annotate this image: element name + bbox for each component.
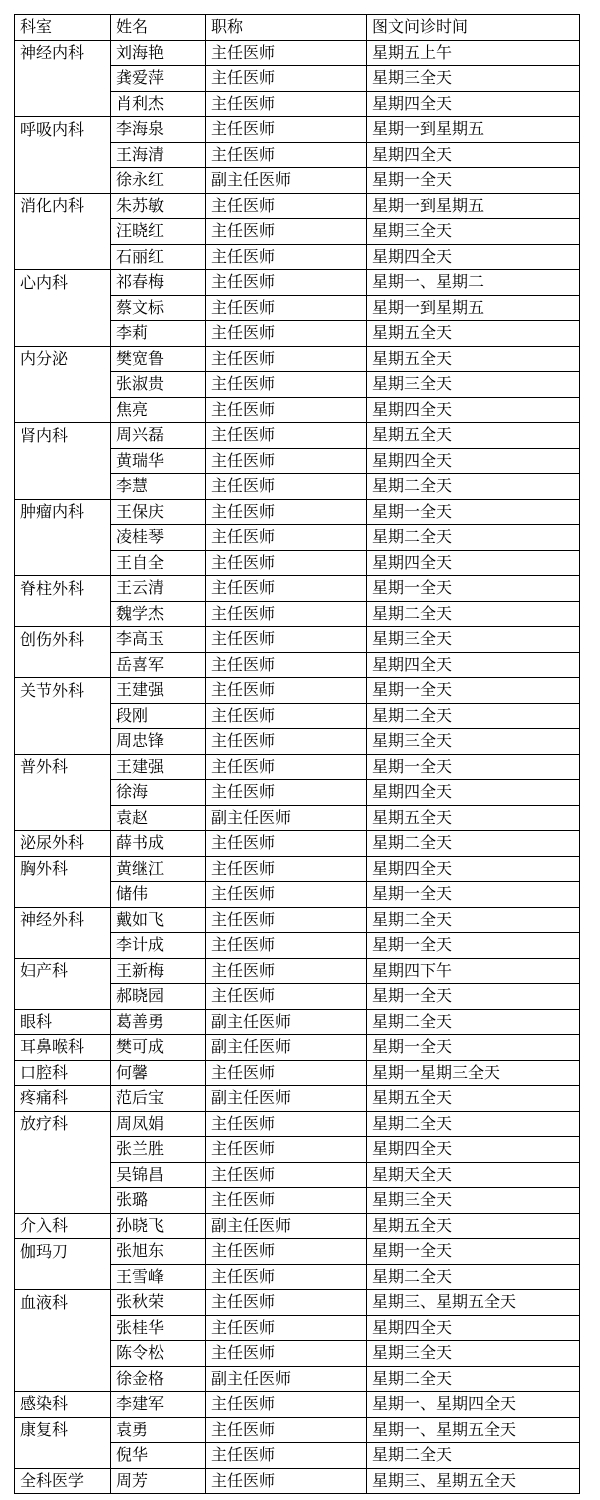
doctor-name-cell: 石丽红 (111, 244, 206, 270)
title-cell: 主任医师 (206, 754, 367, 780)
doctor-name-cell: 刘海艳 (111, 40, 206, 66)
title-cell: 主任医师 (206, 448, 367, 474)
title-cell: 主任医师 (206, 474, 367, 500)
consult-time-cell: 星期四全天 (367, 397, 580, 423)
table-row (15, 1341, 580, 1367)
title-cell: 主任医师 (206, 882, 367, 908)
table-row (15, 117, 580, 143)
table-row (15, 40, 580, 66)
consult-time-cell: 星期二全天 (367, 831, 580, 857)
consult-time-cell: 星期五全天 (367, 321, 580, 347)
consult-time-cell: 星期一全天 (367, 678, 580, 704)
doctor-name-cell: 徐海 (111, 780, 206, 806)
department-cell (15, 1443, 111, 1469)
table-row (15, 1264, 580, 1290)
department-cell (15, 882, 111, 908)
doctor-name-cell: 龚爱萍 (111, 66, 206, 92)
consult-time-cell: 星期二全天 (367, 1111, 580, 1137)
doctor-name-cell: 朱苏敏 (111, 193, 206, 219)
schedule-table (14, 14, 580, 1494)
department-cell (15, 780, 111, 806)
consult-time-cell: 星期三、星期五全天 (367, 1290, 580, 1316)
department-cell (15, 729, 111, 755)
department-cell: 神经外科 (15, 907, 111, 933)
consult-time-cell: 星期一全天 (367, 1035, 580, 1061)
doctor-name-cell: 王雪峰 (111, 1264, 206, 1290)
doctor-name-cell: 李莉 (111, 321, 206, 347)
consult-time-cell: 星期一到星期五 (367, 295, 580, 321)
doctor-name-cell: 王自全 (111, 550, 206, 576)
title-cell: 主任医师 (206, 525, 367, 551)
department-cell: 疼痛科 (15, 1086, 111, 1112)
doctor-name-cell: 陈令松 (111, 1341, 206, 1367)
department-cell: 肿瘤内科 (15, 499, 111, 525)
doctor-name-cell: 李慧 (111, 474, 206, 500)
doctor-name-cell: 黄继江 (111, 856, 206, 882)
table-row (15, 321, 580, 347)
consult-time-cell: 星期三全天 (367, 1341, 580, 1367)
department-cell (15, 168, 111, 194)
consult-time-cell: 星期一、星期二 (367, 270, 580, 296)
consult-time-cell: 星期五全天 (367, 1213, 580, 1239)
table-row (15, 729, 580, 755)
title-cell: 主任医师 (206, 1188, 367, 1214)
table-row (15, 754, 580, 780)
consult-time-cell: 星期三全天 (367, 627, 580, 653)
department-cell: 脊柱外科 (15, 576, 111, 602)
consult-time-cell: 星期二全天 (367, 601, 580, 627)
table-row (15, 91, 580, 117)
doctor-name-cell: 戴如飞 (111, 907, 206, 933)
department-cell (15, 525, 111, 551)
department-cell: 内分泌 (15, 346, 111, 372)
consult-time-cell: 星期一、星期五全天 (367, 1417, 580, 1443)
title-cell: 主任医师 (206, 270, 367, 296)
doctor-name-cell: 凌桂琴 (111, 525, 206, 551)
department-cell (15, 295, 111, 321)
table-row (15, 831, 580, 857)
table-row (15, 1290, 580, 1316)
consult-time-cell: 星期一全天 (367, 576, 580, 602)
doctor-name-cell: 薛书成 (111, 831, 206, 857)
table-row (15, 525, 580, 551)
title-cell: 主任医师 (206, 40, 367, 66)
table-row (15, 627, 580, 653)
doctor-name-cell: 李计成 (111, 933, 206, 959)
header-department: 科室 (15, 15, 111, 41)
title-cell: 主任医师 (206, 1239, 367, 1265)
table-row (15, 474, 580, 500)
title-cell: 主任医师 (206, 576, 367, 602)
consult-time-cell: 星期一星期三全天 (367, 1060, 580, 1086)
table-row (15, 244, 580, 270)
table-row (15, 805, 580, 831)
table-row (15, 346, 580, 372)
table-row (15, 984, 580, 1010)
title-cell: 主任医师 (206, 423, 367, 449)
department-cell: 妇产科 (15, 958, 111, 984)
consult-time-cell: 星期二全天 (367, 703, 580, 729)
department-cell (15, 66, 111, 92)
table-row (15, 1035, 580, 1061)
consult-time-cell: 星期五上午 (367, 40, 580, 66)
department-cell (15, 933, 111, 959)
department-cell: 呼吸内科 (15, 117, 111, 143)
table-row (15, 499, 580, 525)
header-title: 职称 (206, 15, 367, 41)
table-row (15, 1213, 580, 1239)
table-row (15, 856, 580, 882)
consult-time-cell: 星期四全天 (367, 91, 580, 117)
table-row (15, 66, 580, 92)
table-row (15, 1239, 580, 1265)
table-row (15, 1060, 580, 1086)
doctor-name-cell: 王建强 (111, 754, 206, 780)
department-cell (15, 805, 111, 831)
table-row (15, 958, 580, 984)
consult-time-cell: 星期二全天 (367, 1009, 580, 1035)
title-cell: 副主任医师 (206, 1086, 367, 1112)
doctor-name-cell: 徐金格 (111, 1366, 206, 1392)
doctor-name-cell: 汪晓红 (111, 219, 206, 245)
department-cell (15, 652, 111, 678)
department-cell: 介入科 (15, 1213, 111, 1239)
doctor-name-cell: 樊宽鲁 (111, 346, 206, 372)
department-cell (15, 1341, 111, 1367)
department-cell (15, 397, 111, 423)
consult-time-cell: 星期二全天 (367, 1366, 580, 1392)
table-row (15, 1366, 580, 1392)
doctor-name-cell: 岳喜军 (111, 652, 206, 678)
consult-time-cell: 星期四全天 (367, 550, 580, 576)
consult-time-cell: 星期四下午 (367, 958, 580, 984)
consult-time-cell: 星期四全天 (367, 856, 580, 882)
consult-time-cell: 星期一全天 (367, 754, 580, 780)
doctor-name-cell: 张淑贵 (111, 372, 206, 398)
title-cell: 主任医师 (206, 1417, 367, 1443)
department-cell: 胸外科 (15, 856, 111, 882)
title-cell: 主任医师 (206, 397, 367, 423)
department-cell: 放疗科 (15, 1111, 111, 1137)
title-cell: 主任医师 (206, 627, 367, 653)
doctor-name-cell: 魏学杰 (111, 601, 206, 627)
doctor-name-cell: 倪华 (111, 1443, 206, 1469)
doctor-name-cell: 郝晓园 (111, 984, 206, 1010)
table-row (15, 372, 580, 398)
title-cell: 主任医师 (206, 244, 367, 270)
title-cell: 主任医师 (206, 321, 367, 347)
department-cell (15, 142, 111, 168)
consult-time-cell: 星期三全天 (367, 66, 580, 92)
title-cell: 主任医师 (206, 142, 367, 168)
consult-time-cell: 星期一全天 (367, 1239, 580, 1265)
department-cell (15, 1315, 111, 1341)
department-cell (15, 601, 111, 627)
table-row (15, 1417, 580, 1443)
doctor-name-cell: 黄瑞华 (111, 448, 206, 474)
table-row (15, 142, 580, 168)
table-row (15, 1009, 580, 1035)
doctor-name-cell: 王云清 (111, 576, 206, 602)
title-cell: 主任医师 (206, 1315, 367, 1341)
department-cell: 消化内科 (15, 193, 111, 219)
doctor-name-cell: 张璐 (111, 1188, 206, 1214)
title-cell: 主任医师 (206, 729, 367, 755)
department-cell (15, 244, 111, 270)
consult-time-cell: 星期三全天 (367, 372, 580, 398)
table-row (15, 1086, 580, 1112)
consult-time-cell: 星期四全天 (367, 1137, 580, 1163)
consult-time-cell: 星期五全天 (367, 346, 580, 372)
table-row (15, 601, 580, 627)
doctor-name-cell: 范后宝 (111, 1086, 206, 1112)
doctor-name-cell: 张桂华 (111, 1315, 206, 1341)
doctor-name-cell: 何馨 (111, 1060, 206, 1086)
doctor-name-cell: 袁赵 (111, 805, 206, 831)
consult-time-cell: 星期三全天 (367, 219, 580, 245)
doctor-name-cell: 张秋荣 (111, 1290, 206, 1316)
doctor-name-cell: 李高玉 (111, 627, 206, 653)
table-row (15, 907, 580, 933)
department-cell: 心内科 (15, 270, 111, 296)
table-row (15, 882, 580, 908)
department-cell (15, 321, 111, 347)
title-cell: 主任医师 (206, 1162, 367, 1188)
table-row (15, 933, 580, 959)
department-cell (15, 1162, 111, 1188)
doctor-name-cell: 孙晓飞 (111, 1213, 206, 1239)
table-row (15, 1188, 580, 1214)
department-cell (15, 219, 111, 245)
department-cell: 泌尿外科 (15, 831, 111, 857)
title-cell: 主任医师 (206, 1060, 367, 1086)
doctor-name-cell: 焦亮 (111, 397, 206, 423)
department-cell (15, 372, 111, 398)
consult-time-cell: 星期一全天 (367, 168, 580, 194)
department-cell: 血液科 (15, 1290, 111, 1316)
table-row (15, 193, 580, 219)
department-cell: 感染科 (15, 1392, 111, 1418)
table-row (15, 1315, 580, 1341)
consult-time-cell: 星期四全天 (367, 652, 580, 678)
title-cell: 主任医师 (206, 295, 367, 321)
title-cell: 主任医师 (206, 346, 367, 372)
consult-time-cell: 星期一全天 (367, 984, 580, 1010)
consult-time-cell: 星期一全天 (367, 882, 580, 908)
consult-time-cell: 星期四全天 (367, 1315, 580, 1341)
title-cell: 主任医师 (206, 219, 367, 245)
consult-time-cell: 星期一全天 (367, 933, 580, 959)
department-cell: 创伤外科 (15, 627, 111, 653)
table-row (15, 652, 580, 678)
title-cell: 主任医师 (206, 907, 367, 933)
doctor-name-cell: 徐永红 (111, 168, 206, 194)
title-cell: 主任医师 (206, 856, 367, 882)
title-cell: 主任医师 (206, 1392, 367, 1418)
table-row (15, 1392, 580, 1418)
department-cell: 神经内科 (15, 40, 111, 66)
department-cell: 耳鼻喉科 (15, 1035, 111, 1061)
doctor-name-cell: 樊可成 (111, 1035, 206, 1061)
doctor-name-cell: 祁春梅 (111, 270, 206, 296)
doctor-name-cell: 张兰胜 (111, 1137, 206, 1163)
consult-time-cell: 星期二全天 (367, 474, 580, 500)
title-cell: 副主任医师 (206, 1009, 367, 1035)
header-consult-time: 图文问诊时间 (367, 15, 580, 41)
title-cell: 主任医师 (206, 831, 367, 857)
consult-time-cell: 星期二全天 (367, 1264, 580, 1290)
title-cell: 主任医师 (206, 652, 367, 678)
doctor-name-cell: 王海清 (111, 142, 206, 168)
table-row (15, 1162, 580, 1188)
title-cell: 主任医师 (206, 1264, 367, 1290)
title-cell: 主任医师 (206, 499, 367, 525)
consult-time-cell: 星期二全天 (367, 525, 580, 551)
department-cell (15, 474, 111, 500)
department-cell: 口腔科 (15, 1060, 111, 1086)
table-row (15, 576, 580, 602)
doctor-name-cell: 周芳 (111, 1468, 206, 1494)
table-row (15, 1443, 580, 1469)
consult-time-cell: 星期一全天 (367, 499, 580, 525)
doctor-name-cell: 李建军 (111, 1392, 206, 1418)
title-cell: 主任医师 (206, 601, 367, 627)
department-cell (15, 448, 111, 474)
doctor-name-cell: 储伟 (111, 882, 206, 908)
department-cell (15, 1366, 111, 1392)
title-cell: 主任医师 (206, 193, 367, 219)
table-row (15, 168, 580, 194)
table-row (15, 295, 580, 321)
title-cell: 主任医师 (206, 678, 367, 704)
department-cell (15, 1188, 111, 1214)
department-cell: 肾内科 (15, 423, 111, 449)
consult-time-cell: 星期四全天 (367, 448, 580, 474)
title-cell: 主任医师 (206, 703, 367, 729)
consult-time-cell: 星期四全天 (367, 244, 580, 270)
department-cell: 伽玛刀 (15, 1239, 111, 1265)
header-row (15, 15, 580, 41)
department-cell (15, 703, 111, 729)
doctor-name-cell: 袁勇 (111, 1417, 206, 1443)
department-cell: 关节外科 (15, 678, 111, 704)
title-cell: 副主任医师 (206, 1035, 367, 1061)
table-row (15, 270, 580, 296)
title-cell: 主任医师 (206, 117, 367, 143)
consult-time-cell: 星期四全天 (367, 780, 580, 806)
title-cell: 副主任医师 (206, 168, 367, 194)
doctor-name-cell: 王新梅 (111, 958, 206, 984)
table-row (15, 678, 580, 704)
doctor-name-cell: 葛善勇 (111, 1009, 206, 1035)
consult-time-cell: 星期一、星期四全天 (367, 1392, 580, 1418)
table-row (15, 550, 580, 576)
consult-time-cell: 星期四全天 (367, 142, 580, 168)
consult-time-cell: 星期一到星期五 (367, 117, 580, 143)
table-row (15, 397, 580, 423)
title-cell: 副主任医师 (206, 1213, 367, 1239)
doctor-name-cell: 段刚 (111, 703, 206, 729)
doctor-name-cell: 王建强 (111, 678, 206, 704)
doctor-name-cell: 肖利杰 (111, 91, 206, 117)
department-cell (15, 550, 111, 576)
department-cell: 普外科 (15, 754, 111, 780)
consult-time-cell: 星期五全天 (367, 805, 580, 831)
doctor-name-cell: 李海泉 (111, 117, 206, 143)
title-cell: 主任医师 (206, 1443, 367, 1469)
consult-time-cell: 星期三全天 (367, 729, 580, 755)
department-cell (15, 1264, 111, 1290)
department-cell: 眼科 (15, 1009, 111, 1035)
title-cell: 副主任医师 (206, 1366, 367, 1392)
title-cell: 主任医师 (206, 933, 367, 959)
title-cell: 主任医师 (206, 780, 367, 806)
table-row (15, 448, 580, 474)
consult-time-cell: 星期五全天 (367, 1086, 580, 1112)
doctor-name-cell: 王保庆 (111, 499, 206, 525)
title-cell: 主任医师 (206, 1341, 367, 1367)
consult-time-cell: 星期三全天 (367, 1188, 580, 1214)
department-cell (15, 91, 111, 117)
title-cell: 主任医师 (206, 91, 367, 117)
consult-time-cell: 星期一到星期五 (367, 193, 580, 219)
table-row (15, 703, 580, 729)
department-cell (15, 984, 111, 1010)
doctor-name-cell: 张旭东 (111, 1239, 206, 1265)
title-cell: 主任医师 (206, 958, 367, 984)
table-row (15, 1468, 580, 1494)
table-row (15, 1137, 580, 1163)
consult-time-cell: 星期五全天 (367, 423, 580, 449)
department-cell: 康复科 (15, 1417, 111, 1443)
table-row (15, 219, 580, 245)
table-row (15, 423, 580, 449)
table-row (15, 1111, 580, 1137)
title-cell: 主任医师 (206, 372, 367, 398)
title-cell: 副主任医师 (206, 805, 367, 831)
title-cell: 主任医师 (206, 984, 367, 1010)
header-name: 姓名 (111, 15, 206, 41)
title-cell: 主任医师 (206, 1137, 367, 1163)
consult-time-cell: 星期三、星期五全天 (367, 1468, 580, 1494)
consult-time-cell: 星期天全天 (367, 1162, 580, 1188)
title-cell: 主任医师 (206, 550, 367, 576)
title-cell: 主任医师 (206, 1111, 367, 1137)
title-cell: 主任医师 (206, 1468, 367, 1494)
doctor-name-cell: 蔡文标 (111, 295, 206, 321)
department-cell: 全科医学 (15, 1468, 111, 1494)
consult-time-cell: 星期二全天 (367, 907, 580, 933)
consult-time-cell: 星期二全天 (367, 1443, 580, 1469)
title-cell: 主任医师 (206, 66, 367, 92)
doctor-name-cell: 周凤娟 (111, 1111, 206, 1137)
department-cell (15, 1137, 111, 1163)
table-row (15, 780, 580, 806)
doctor-name-cell: 吴锦昌 (111, 1162, 206, 1188)
doctor-name-cell: 周忠锋 (111, 729, 206, 755)
title-cell: 主任医师 (206, 1290, 367, 1316)
doctor-name-cell: 周兴磊 (111, 423, 206, 449)
